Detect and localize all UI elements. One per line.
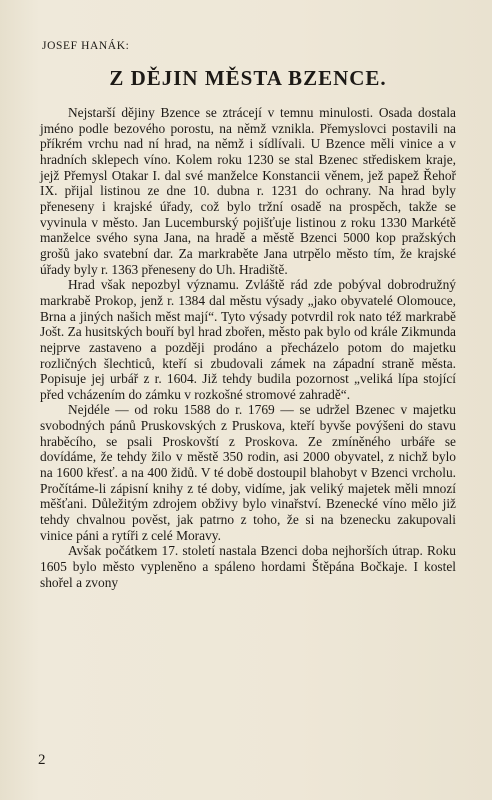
- article-body: [40, 105, 456, 590]
- author-name: JOSEF HANÁK:: [42, 40, 130, 52]
- paragraph-1: Nejstarší dějiny Bzence se ztrácejí v temnu minulosti. Osada dostala jméno podle bezového porostu, na němž vznikla. Přemyslovci postavili na příkrém vrchu nad ní hrad, na němž i sídlívali. U Bzence měli vinice a v hradních sklepech víno. Kolem roku 1230 se stal Bzenec střediskem kraje, jejž Přemysl Otakar I. dal své manželce Konstancii věnem, jež papež Řehoř IX. přijal listinou ze dne 10. dubna r. 1231 do ochrany. Na hrad byly přeneseny i krajské úřady, což bylo tržní osadě na prospěch, takže se vyvinula v město. Jan Lucemburský pojišťuje listinou z roku 1330 Markétě manželce svého syna Jana, na hradě a městě Bzenci 5000 kop pražských grošů jako svatební dar. Za markraběte Jana utrpělo město tím, že krajské úřady byly r. 1363 přeneseny do Uh. Hradiště.: [40, 105, 456, 277]
- paragraph-4: Avšak počátkem 17. století nastala Bzenci doba nejhorších útrap. Roku 1605 bylo město vypleněno a spáleno hordami Štěpána Bočkaje. I kostel shořel a zvony: [40, 543, 456, 590]
- page-number: 2: [38, 752, 46, 768]
- paragraph-3: Nejdéle — od roku 1588 do r. 1769 — se udržel Bzenec v majetku svobodných pánů Pruskovských z Pruskova, kteří byvše povýšeni do stavu hraběcího, se psali Proskovští z Proskova. Ze zmíněného urbáře se dovídáme, že tehdy žilo v městě 350 rodin, asi 2000 obyvatel, z nichž bylo na 1600 křesť. a na 400 židů. V té době dostoupil blahobyt v Bzenci vrcholu. Pročítáme-li zápisní knihy z té doby, vidíme, jak veliký majetek měli mnozí měšťani. Důležitým zdrojem obživy bylo vinařství. Bzenecké víno mělo již tehdy chvalnou pověst, jak patrno z toho, že si na bzenecku zakupovali vinice páni a rytíři z celé Moravy.: [40, 402, 456, 543]
- paragraph-2: Hrad však nepozbyl významu. Zvláště rád zde pobýval dobrodružný markrabě Prokop, jenž r. 1384 dal městu výsady „jako obyvatelé Olomouce, Brna a jiných našich měst mají“. Tyto výsady potvrdil rok nato též markrabě Jošt. Za husitských bouří byl hrad zbořen, město pak bylo od krále Zikmunda nejprve zastaveno a později prodáno a přecházelo potom do majetku rozličných šlechticů, kteří si zbudovali zámek na západní straně města. Popisuje jej urbář z r. 1604. Již tehdy budila pozornost „veliká lípa stojící před vcházením do zámku v rozkošné stromové zahradě“.: [40, 277, 456, 402]
- article-title: Z DĚJIN MĚSTA BZENCE.: [109, 66, 387, 90]
